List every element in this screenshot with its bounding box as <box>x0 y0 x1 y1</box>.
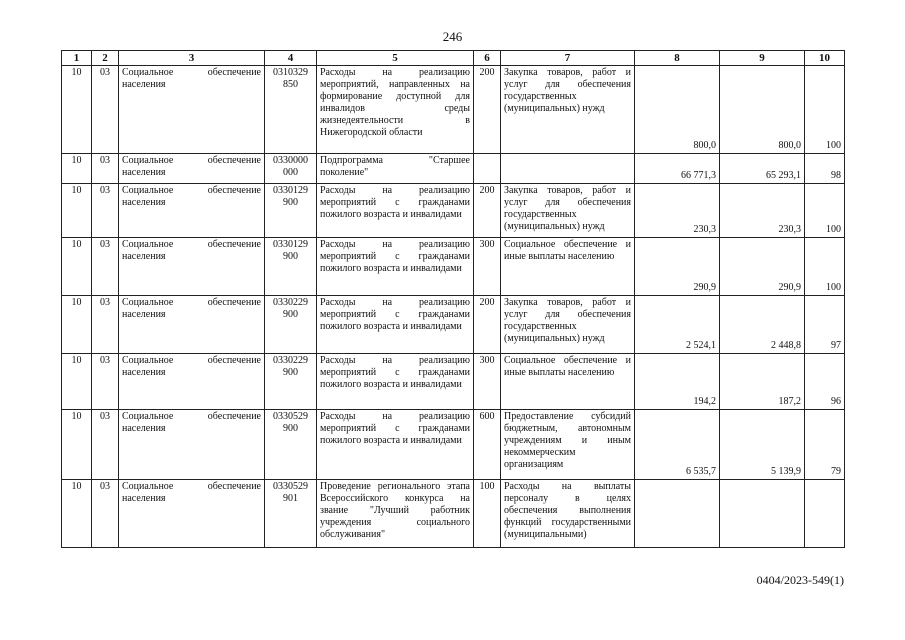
cell-expense-description: Подпрограмма "Старшее поколение" <box>317 154 474 184</box>
cell-executed-amount: 290,9 <box>720 238 805 296</box>
cell-approved-amount: 194,2 <box>635 354 720 410</box>
table-row <box>62 238 845 296</box>
cell-target-code: 0330229 900 <box>265 354 317 410</box>
cell-section-name: Социальное обеспечение населения <box>119 154 265 184</box>
cell-subsection: 03 <box>92 66 119 154</box>
page-number: 246 <box>442 29 463 44</box>
cell-target-code: 0310329 850 <box>265 66 317 154</box>
column-header-5: 5 <box>317 51 474 66</box>
cell-approved-amount: 800,0 <box>635 66 720 154</box>
column-header-10: 10 <box>805 51 845 66</box>
cell-section: 10 <box>62 238 92 296</box>
cell-expense-type-name: Расходы на выплаты персоналу в целях обеспечения выполнения функций государственными (муниципальными) <box>501 480 635 548</box>
header-row <box>62 51 845 66</box>
cell-expense-type-name: Закупка товаров, работ и услуг для обеспечения государственных (муниципальных) нужд <box>501 184 635 238</box>
column-header-1: 1 <box>62 51 92 66</box>
cell-section: 10 <box>62 480 92 548</box>
cell-execution-percent: 98 <box>805 154 845 184</box>
cell-target-code: 0330000 000 <box>265 154 317 184</box>
cell-expense-type-code: 200 <box>474 66 501 154</box>
table-row <box>62 296 845 354</box>
cell-expense-description: Расходы на реализацию мероприятий с гражданами пожилого возраста и инвалидами <box>317 184 474 238</box>
column-header-9: 9 <box>720 51 805 66</box>
cell-execution-percent <box>805 480 845 548</box>
cell-subsection: 03 <box>92 480 119 548</box>
cell-expense-description: Расходы на реализацию мероприятий с гражданами пожилого возраста и инвалидами <box>317 238 474 296</box>
cell-executed-amount: 187,2 <box>720 354 805 410</box>
cell-subsection: 03 <box>92 296 119 354</box>
cell-expense-type-code: 200 <box>474 296 501 354</box>
cell-execution-percent: 79 <box>805 410 845 480</box>
cell-approved-amount: 230,3 <box>635 184 720 238</box>
column-header-7: 7 <box>501 51 635 66</box>
cell-executed-amount: 800,0 <box>720 66 805 154</box>
cell-execution-percent: 100 <box>805 238 845 296</box>
cell-expense-description: Расходы на реализацию мероприятий с гражданами пожилого возраста и инвалидами <box>317 296 474 354</box>
cell-section-name: Социальное обеспечение населения <box>119 184 265 238</box>
cell-execution-percent: 100 <box>805 66 845 154</box>
cell-approved-amount: 66 771,3 <box>635 154 720 184</box>
cell-section: 10 <box>62 354 92 410</box>
cell-execution-percent: 96 <box>805 354 845 410</box>
cell-section: 10 <box>62 410 92 480</box>
table-row <box>62 154 845 184</box>
table-body <box>62 66 845 548</box>
cell-target-code: 0330129 900 <box>265 238 317 296</box>
cell-section-name: Социальное обеспечение населения <box>119 66 265 154</box>
cell-target-code: 0330229 900 <box>265 296 317 354</box>
cell-expense-description: Расходы на реализацию мероприятий с гражданами пожилого возраста и инвалидами <box>317 410 474 480</box>
cell-subsection: 03 <box>92 184 119 238</box>
cell-executed-amount: 2 448,8 <box>720 296 805 354</box>
cell-section-name: Социальное обеспечение населения <box>119 296 265 354</box>
column-header-8: 8 <box>635 51 720 66</box>
cell-approved-amount <box>635 480 720 548</box>
cell-section: 10 <box>62 184 92 238</box>
column-header-4: 4 <box>265 51 317 66</box>
cell-expense-description: Расходы на реализацию мероприятий с гражданами пожилого возраста и инвалидами <box>317 354 474 410</box>
cell-subsection: 03 <box>92 154 119 184</box>
cell-section-name: Социальное обеспечение населения <box>119 238 265 296</box>
cell-executed-amount: 230,3 <box>720 184 805 238</box>
cell-expense-type-name: Социальное обеспечение и иные выплаты населению <box>501 238 635 296</box>
cell-section: 10 <box>62 154 92 184</box>
column-header-3: 3 <box>119 51 265 66</box>
cell-expense-type-name <box>501 154 635 184</box>
column-header-2: 2 <box>92 51 119 66</box>
table-row <box>62 354 845 410</box>
cell-expense-type-code: 300 <box>474 238 501 296</box>
cell-section-name: Социальное обеспечение населения <box>119 354 265 410</box>
cell-section: 10 <box>62 296 92 354</box>
cell-expense-type-name: Предоставление субсидий бюджетным, автономным учреждениям и иным некоммерческим организациям <box>501 410 635 480</box>
budget-table <box>61 50 845 548</box>
cell-expense-type-name: Закупка товаров, работ и услуг для обеспечения государственных (муниципальных) нужд <box>501 296 635 354</box>
cell-section-name: Социальное обеспечение населения <box>119 480 265 548</box>
cell-approved-amount: 6 535,7 <box>635 410 720 480</box>
cell-target-code: 0330529 901 <box>265 480 317 548</box>
column-header-6: 6 <box>474 51 501 66</box>
cell-execution-percent: 97 <box>805 296 845 354</box>
cell-subsection: 03 <box>92 354 119 410</box>
cell-approved-amount: 2 524,1 <box>635 296 720 354</box>
cell-executed-amount <box>720 480 805 548</box>
cell-expense-type-code: 100 <box>474 480 501 548</box>
cell-section-name: Социальное обеспечение населения <box>119 410 265 480</box>
table-row <box>62 184 845 238</box>
cell-approved-amount: 290,9 <box>635 238 720 296</box>
cell-expense-type-code: 600 <box>474 410 501 480</box>
cell-expense-type-name: Социальное обеспечение и иные выплаты населению <box>501 354 635 410</box>
cell-expense-type-code: 200 <box>474 184 501 238</box>
table-row <box>62 66 845 154</box>
table-row <box>62 480 845 548</box>
table-row <box>62 410 845 480</box>
cell-expense-description: Расходы на реализацию мероприятий, направленных на формирование доступной для инвалидов среды жизнедеятельности в Нижегородской области <box>317 66 474 154</box>
cell-target-code: 0330129 900 <box>265 184 317 238</box>
cell-expense-type-code <box>474 154 501 184</box>
cell-expense-type-code: 300 <box>474 354 501 410</box>
cell-executed-amount: 5 139,9 <box>720 410 805 480</box>
cell-executed-amount: 65 293,1 <box>720 154 805 184</box>
cell-expense-description: Проведение регионального этапа Всероссийского конкурса на звание "Лучший работник учреждения социального обслуживания" <box>317 480 474 548</box>
cell-target-code: 0330529 900 <box>265 410 317 480</box>
cell-section: 10 <box>62 66 92 154</box>
document-code: 0404/2023-549(1) <box>756 573 844 587</box>
cell-execution-percent: 100 <box>805 184 845 238</box>
cell-subsection: 03 <box>92 410 119 480</box>
cell-expense-type-name: Закупка товаров, работ и услуг для обеспечения государственных (муниципальных) нужд <box>501 66 635 154</box>
cell-subsection: 03 <box>92 238 119 296</box>
